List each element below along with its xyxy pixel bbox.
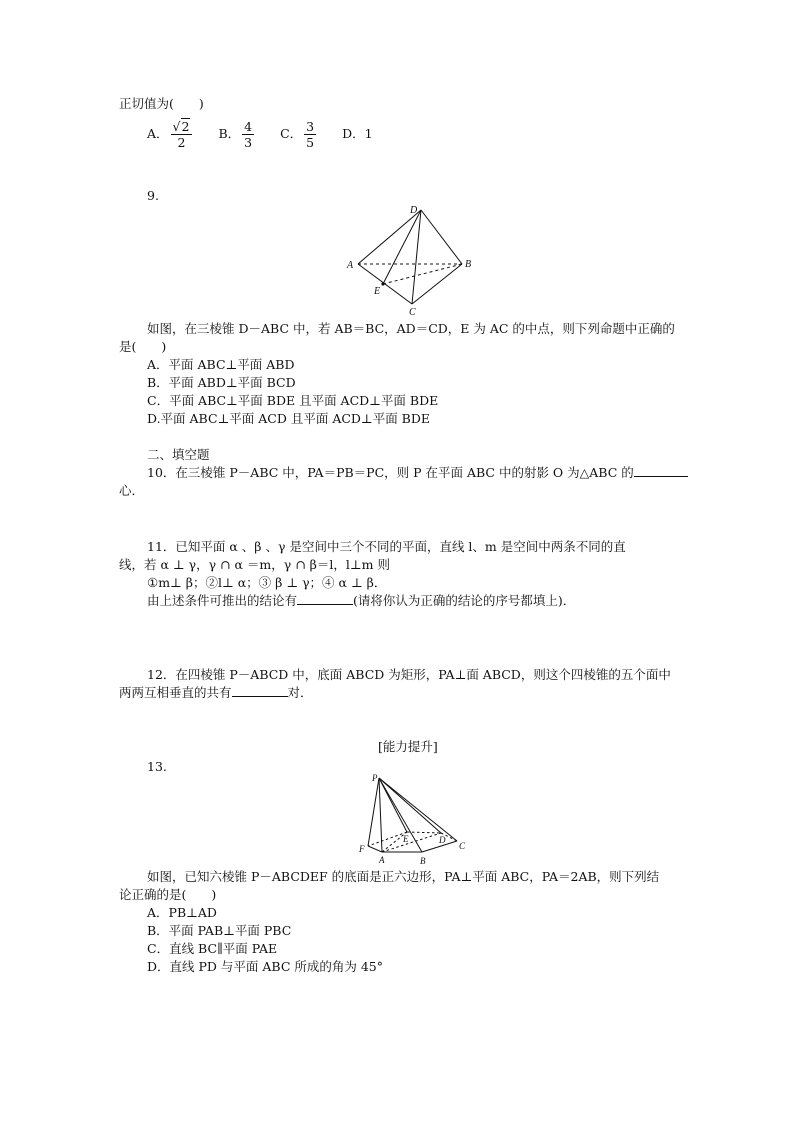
- q13-option-b[interactable]: B．平面 PAB⊥平面 PBC: [147, 923, 292, 938]
- q11-line4: 由上述条件可推出的结论有 (请将你认为正确的结论的序号都填上)．: [147, 593, 576, 608]
- q13-edge-pd: [379, 778, 441, 833]
- q13-edge-ef: [368, 832, 407, 846]
- q13-edge-pe: [379, 778, 407, 832]
- q11-answer-blank[interactable]: [297, 592, 353, 605]
- q9-stem-line2: 是( ): [119, 339, 167, 354]
- q10-line2: 心．: [119, 483, 145, 498]
- q9-label-e: E: [374, 286, 381, 297]
- q9-label-a: A: [347, 260, 354, 271]
- q9-option-c[interactable]: C．平面 ABC⊥平面 BDE 且平面 ACD⊥平面 BDE: [147, 393, 439, 408]
- q12-line1: 12．在四棱锥 P－ABCD 中，底面 ABCD 为矩形，PA⊥面 ABCD，则这个四棱锥的五个面中: [147, 667, 671, 682]
- q13-label-b: B: [420, 856, 426, 866]
- q13-edge-fa: [368, 846, 382, 852]
- q9-option-a[interactable]: A．平面 ABC⊥平面 ABD: [147, 357, 295, 372]
- q8-option-a[interactable]: A． $\frac{√2}{2}$: [147, 116, 194, 152]
- q13-edge-pf: [368, 778, 379, 846]
- q9-edge-da: [358, 210, 421, 264]
- q8-option-a-fraction: $\frac{√2}{2}$: [171, 119, 193, 150]
- q13-label-f: F: [359, 844, 365, 854]
- q9-label-c: C: [409, 307, 416, 317]
- q13-stem-line2: 论正确的是( ): [119, 887, 217, 902]
- q13-label-c: C: [459, 841, 466, 851]
- q12-line2: 两两互相垂直的共有 对．: [119, 685, 313, 700]
- q13-stem-line1: 如图，已知六棱锥 P－ABCDEF 的底面是正六边形，PA⊥平面 ABC，PA＝2AB，则下列结: [147, 869, 660, 884]
- q11-line2: 线，若 α ⊥ γ，γ ∩ α ＝m，γ ∩ β＝l，l⊥m 则: [119, 557, 390, 572]
- q13-number: 13.: [147, 759, 167, 774]
- q11-line1: 11．已知平面 α 、β 、γ 是空间中三个不同的平面，直线 l、m 是空间中两条不同的直: [147, 539, 626, 554]
- q10-answer-blank[interactable]: [634, 464, 688, 477]
- q13-label-p: P: [372, 773, 378, 783]
- q13-option-d[interactable]: D．直线 PD 与平面 ABC 所成的角为 45°: [147, 959, 383, 974]
- q8-options: [147, 116, 373, 152]
- q11-line3: ①m⊥ β；②l⊥ α；③ β ⊥ γ；④ α ⊥ β．: [147, 575, 387, 590]
- q9-figure-triangular-pyramid: [340, 202, 480, 317]
- ability-header: [能力提升]: [378, 739, 438, 754]
- q13-edge-pc: [379, 778, 457, 841]
- q8-option-d[interactable]: D．1: [342, 126, 373, 141]
- q9-label-b: B: [465, 259, 472, 270]
- q9-point-e: [381, 282, 384, 285]
- q8-option-c[interactable]: C． $\frac{3}{5}$: [280, 119, 315, 150]
- section-title-fill-in: 二、填空题: [147, 447, 210, 462]
- q9-edge-db: [421, 210, 462, 264]
- q8-option-b[interactable]: B． $\frac{4}{3}$: [218, 119, 253, 150]
- q13-option-a[interactable]: A．PB⊥AD: [147, 905, 217, 920]
- q8-option-b-fraction: $\frac{4}{3}$: [244, 119, 253, 150]
- q9-option-b[interactable]: B．平面 ABD⊥平面 BCD: [147, 375, 296, 390]
- q8-stem-end: 正切值为( ): [119, 96, 204, 111]
- q13-label-a: A: [379, 855, 385, 865]
- q13-figure-hexagonal-pyramid: [355, 772, 470, 868]
- q9-label-d: D: [410, 205, 418, 216]
- q13-option-c[interactable]: C．直线 BC∥平面 PAE: [147, 941, 278, 956]
- q12-answer-blank[interactable]: [232, 684, 288, 697]
- q13-edge-ed: [407, 832, 441, 833]
- q9-option-d[interactable]: D.平面 ABC⊥平面 ACD 且平面 ACD⊥平面 BDE: [147, 411, 430, 426]
- q9-stem-line1: 如图，在三棱锥 D－ABC 中，若 AB＝BC，AD＝CD，E 为 AC 的中点，则下列命题中正确的: [147, 321, 675, 336]
- q13-label-d: D: [439, 835, 446, 845]
- q8-option-c-fraction: $\frac{3}{5}$: [306, 119, 315, 150]
- q13-label-e: E: [403, 834, 409, 844]
- q10-line1: 10．在三棱锥 P－ABC 中，PA＝PB＝PC，则 P 在平面 ABC 中的射影 O 为△ABC 的: [147, 464, 688, 482]
- q9-number: 9.: [147, 188, 159, 203]
